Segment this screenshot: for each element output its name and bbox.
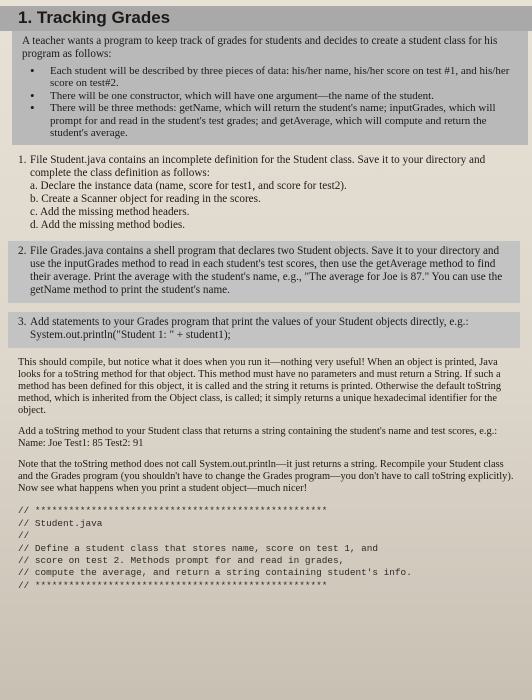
tostring-paragraph: This should compile, but notice what it does when you run it—nothing very useful! When an object is printed, Java looks for a toString method for that object. This method must have no parameters and must return a String. If such a method has been defined for this object, it is called and the string it returns is printed. Otherwise the default toString method, which is inherited from the Object class, is called; it simply returns a unique hexadecimal identifier for the object. [18, 357, 502, 417]
page-title: 1. Tracking Grades [18, 8, 171, 27]
item-number: 2. [18, 245, 27, 258]
numbered-item-2 [8, 241, 520, 303]
sub-item: a. Declare the instance data (name, score for test1, and score for test2). [30, 180, 347, 193]
numbered-item-3 [8, 312, 520, 348]
note-paragraph: Note that the toString method does not call System.out.println—it just returns a string. Recompile your Student class and the Grades program (you shouldn't have to change the Grades program—you don't have to call toString explicitly). Now see what happens when you print a student object—much nicer! [18, 459, 514, 495]
bullet-list [22, 65, 520, 139]
sub-item: b. Create a Scanner object for reading in the scores. [30, 193, 261, 206]
item-number: 1. [18, 154, 27, 167]
code-line: // Student.java [18, 517, 103, 529]
code-line: // [18, 530, 30, 542]
bullet-item: • Each student will be described by three pieces of data: his/her name, his/her score on test #1, and his/her score on test#2. [50, 65, 520, 90]
numbered-item-1 [18, 154, 520, 232]
sub-item: c. Add the missing method headers. [30, 206, 190, 219]
intro-box [12, 31, 528, 145]
item-text: Add statements to your Grades program that print the values of your Student objects directly, e.g.: System.out.println("Student 1: " + student1); [30, 316, 469, 342]
code-line: // **************************************************** [18, 505, 328, 517]
bullet-item: • There will be one constructor, which will have one argument—the name of the student. [50, 90, 520, 102]
code-line: // score on test 2. Methods prompt for and read in grades, [18, 555, 345, 567]
code-line: // Define a student class that stores name, score on test 1, and [18, 542, 379, 554]
sub-item: d. Add the missing method bodies. [30, 219, 186, 232]
code-line: // **************************************************** [18, 579, 328, 591]
title-bar [0, 6, 532, 31]
code-line: // compute the average, and return a string containing student's info. [18, 567, 412, 579]
code-comment-block [18, 505, 520, 592]
sub-list [30, 180, 520, 232]
item-number: 3. [18, 316, 27, 329]
add-tostring-paragraph: Add a toString method to your Student class that returns a string containing the student's name and test scores, e.g.: Name: Joe Test1: 85 Test2: 91 [18, 426, 498, 450]
item-text: File Grades.java contains a shell program that declares two Student objects. Save it to your directory and use the inputGrades method to read in each student's test scores, then use the getAverage method to find their average. Print the average with the student's name, e.g., "The average for Joe is 87." You can use the getName method to print the student's name. [30, 245, 503, 297]
bullet-item: • There will be three methods: getName, which will return the student's name; inputGrades, which will prompt for and read in the student's test grades; and getAverage, which will compute and return the student's average. [50, 102, 520, 139]
intro-paragraph: A teacher wants a program to keep track of grades for students and decides to create a student class for his program as follows: [22, 35, 498, 60]
item-text: File Student.java contains an incomplete definition for the Student class. Save it to your directory and complete the class definition as follows: [30, 154, 486, 180]
